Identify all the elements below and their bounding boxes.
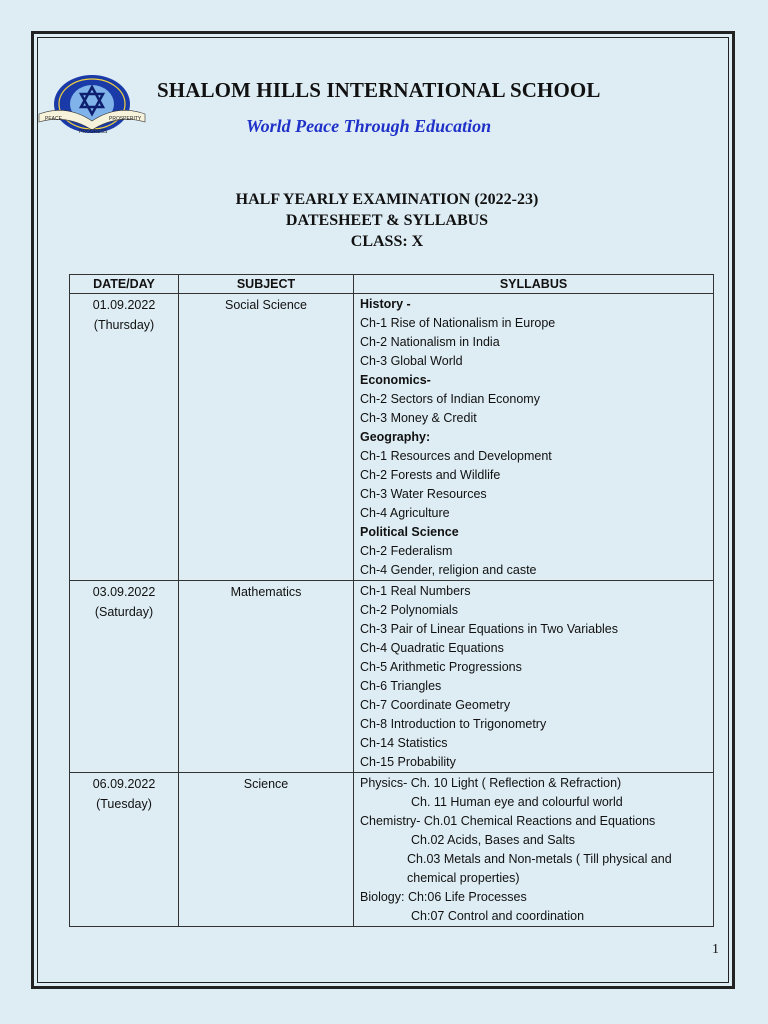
school-name: SHALOM HILLS INTERNATIONAL SCHOOL bbox=[157, 78, 601, 102]
table-row bbox=[70, 294, 714, 581]
exam-day: (Tuesday) bbox=[96, 797, 152, 811]
syllabus-cell bbox=[354, 294, 714, 581]
table-row bbox=[70, 581, 714, 773]
syllabus-section-heading: Political Science bbox=[360, 525, 459, 539]
syllabus-cell bbox=[354, 773, 714, 927]
date-cell bbox=[70, 773, 179, 927]
syllabus-line: Ch. 11 Human eye and colourful world bbox=[411, 795, 623, 809]
syllabus-line: Ch-7 Coordinate Geometry bbox=[360, 698, 511, 712]
date-cell bbox=[70, 581, 179, 773]
syllabus-line: Ch-2 Nationalism in India bbox=[360, 335, 500, 349]
logo-text-prosperity: PROSPERITY bbox=[109, 116, 142, 122]
syllabus-cell bbox=[354, 581, 714, 773]
header-subject: SUBJECT bbox=[179, 275, 354, 294]
exam-date: 03.09.2022 bbox=[92, 585, 156, 599]
syllabus-line: Ch-4 Quadratic Equations bbox=[360, 641, 504, 655]
syllabus-line: Chemistry- Ch.01 Chemical Reactions and Equations bbox=[360, 814, 656, 828]
syllabus-line: Ch:07 Control and coordination bbox=[411, 909, 585, 923]
exam-title: HALF YEARLY EXAMINATION (2022-23) bbox=[235, 191, 539, 208]
syllabus-line: Ch-8 Introduction to Trigonometry bbox=[360, 717, 547, 731]
subject-cell bbox=[179, 581, 354, 773]
syllabus-section-heading: Geography: bbox=[360, 430, 431, 444]
syllabus-line: Physics- Ch. 10 Light ( Reflection & Refraction) bbox=[360, 776, 622, 790]
syllabus-line: Ch-1 Rise of Nationalism in Europe bbox=[360, 316, 556, 330]
syllabus-line: Ch-1 Real Numbers bbox=[360, 584, 471, 598]
syllabus-line: Ch-2 Federalism bbox=[360, 544, 453, 558]
logo-text-peace: PEACE bbox=[45, 116, 62, 122]
syllabus-line: Ch-5 Arithmetic Progressions bbox=[360, 660, 522, 674]
syllabus-line: Ch-4 Agriculture bbox=[360, 506, 450, 520]
syllabus-section-heading: Economics- bbox=[360, 373, 431, 387]
syllabus-line: Ch-3 Money & Credit bbox=[360, 411, 477, 425]
syllabus-line: Ch.03 Metals and Non-metals ( Till physical and chemical properties) bbox=[407, 852, 672, 885]
school-logo bbox=[37, 74, 147, 140]
syllabus-line: Ch-3 Pair of Linear Equations in Two Variables bbox=[360, 622, 619, 636]
syllabus-line: Ch-2 Forests and Wildlife bbox=[360, 468, 501, 482]
exam-day: (Saturday) bbox=[94, 605, 154, 619]
syllabus-line: Ch-1 Resources and Development bbox=[360, 449, 552, 463]
syllabus-line: Biology: Ch:06 Life Processes bbox=[360, 890, 527, 904]
syllabus-line: Ch-4 Gender, religion and caste bbox=[360, 563, 537, 577]
datesheet-title: DATESHEET & SYLLABUS bbox=[285, 212, 489, 229]
syllabus-line: Ch-2 Sectors of Indian Economy bbox=[360, 392, 540, 406]
exam-date: 01.09.2022 bbox=[92, 298, 156, 312]
subject-cell bbox=[179, 773, 354, 927]
syllabus-line: Ch-3 Global World bbox=[360, 354, 463, 368]
class-title: CLASS: X bbox=[350, 233, 424, 250]
syllabus-line: Ch-6 Triangles bbox=[360, 679, 442, 693]
exam-day: (Thursday) bbox=[93, 318, 155, 332]
page-number: 1 bbox=[712, 942, 719, 957]
syllabus-line: Ch-2 Polynomials bbox=[360, 603, 458, 617]
header-date-day: DATE/DAY bbox=[70, 275, 179, 294]
logo-text-progress: PROGRESS bbox=[79, 129, 108, 135]
subject-name: Mathematics bbox=[230, 585, 302, 599]
school-motto: World Peace Through Education bbox=[246, 116, 492, 136]
subject-name: Science bbox=[243, 777, 289, 791]
table-row bbox=[70, 773, 714, 927]
syllabus-line: Ch.02 Acids, Bases and Salts bbox=[411, 833, 575, 847]
syllabus-section-heading: History - bbox=[360, 297, 411, 311]
date-cell bbox=[70, 294, 179, 581]
syllabus-line: Ch-3 Water Resources bbox=[360, 487, 487, 501]
table-header-row bbox=[70, 275, 714, 294]
syllabus-line: Ch-14 Statistics bbox=[360, 736, 448, 750]
datesheet-table bbox=[69, 274, 714, 927]
syllabus-line: Ch-15 Probability bbox=[360, 755, 456, 769]
exam-date: 06.09.2022 bbox=[92, 777, 156, 791]
subject-cell bbox=[179, 294, 354, 581]
subject-name: Social Science bbox=[225, 298, 307, 312]
header-syllabus: SYLLABUS bbox=[354, 275, 714, 294]
